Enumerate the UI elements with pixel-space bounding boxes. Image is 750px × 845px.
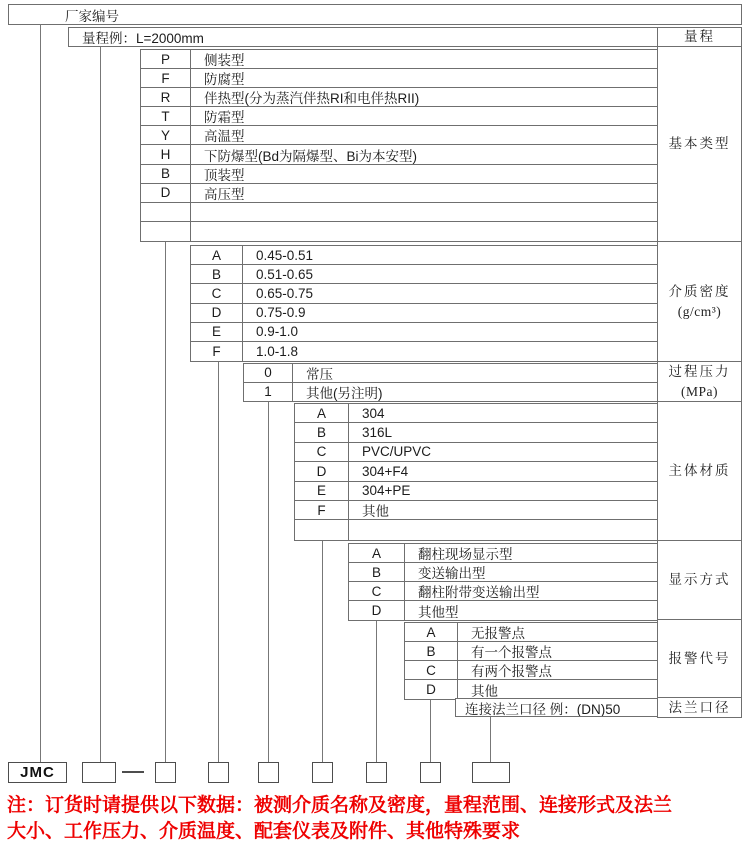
- desc-cell: 翻柱现场显示型: [418, 547, 513, 562]
- ordering-note-line1: 注：订货时请提供以下数据：被测介质名称及密度，量程范围、连接形式及法兰: [7, 795, 673, 816]
- pressure-table: [243, 363, 658, 402]
- code-cell: 0: [244, 364, 293, 382]
- table-row: [191, 284, 657, 303]
- desc-cell: 伴热型(分为蒸汽伴热RI和电伴热RII): [204, 91, 420, 107]
- table-row: [191, 342, 657, 361]
- connector-line: [376, 621, 377, 762]
- code-cell: D: [295, 462, 349, 480]
- table-row: [349, 563, 657, 582]
- side-label-alarm-code: 报警代号: [657, 619, 742, 698]
- ordering-note: [7, 793, 747, 845]
- code-cell: A: [405, 623, 458, 641]
- factory-number-label: 厂家编号: [65, 8, 119, 24]
- table-row: [295, 520, 657, 539]
- table-row: [349, 601, 657, 620]
- basic-type-table: [140, 49, 658, 242]
- desc-cell: 0.9-1.0: [256, 324, 299, 340]
- table-row: [141, 69, 657, 88]
- code-cell: A: [295, 404, 349, 422]
- desc-cell: 其他型: [418, 604, 459, 620]
- desc-cell: 翻柱附带变送输出型: [418, 585, 540, 600]
- code-cell: F: [141, 69, 191, 87]
- table-row: [405, 680, 657, 699]
- code-cell: H: [141, 145, 191, 163]
- side-label-display-mode: 显示方式: [657, 540, 742, 620]
- side-label-density-line1: 介质密度: [668, 283, 731, 299]
- table-row: [349, 544, 657, 563]
- display-mode-table: [348, 543, 658, 621]
- desc-cell: 304: [362, 405, 385, 421]
- table-row: [141, 184, 657, 203]
- code-cell: P: [141, 50, 191, 68]
- table-row: [295, 404, 657, 423]
- table-row: [191, 323, 657, 342]
- desc-cell: 有两个报警点: [471, 664, 552, 679]
- flange-size-row: [455, 698, 658, 717]
- table-row: [295, 443, 657, 462]
- desc-cell: 其他(另注明): [306, 385, 383, 401]
- code-cell: C: [191, 284, 243, 302]
- table-row: [295, 482, 657, 501]
- table-row: [191, 304, 657, 323]
- code-cell: T: [141, 107, 191, 125]
- code-box-pressure: [258, 762, 279, 783]
- side-label-density-line2: (g/cm³): [677, 303, 722, 319]
- table-row: [405, 623, 657, 642]
- flange-size-text: 连接法兰口径 例：(DN)50: [465, 701, 621, 716]
- code-cell: B: [349, 563, 405, 581]
- table-row: [141, 126, 657, 145]
- code-cell: [295, 520, 349, 539]
- desc-cell: 常压: [306, 366, 333, 382]
- dash-separator: [122, 771, 144, 773]
- table-row: [295, 501, 657, 520]
- table-row: [141, 145, 657, 164]
- desc-cell: 0.51-0.65: [256, 266, 314, 282]
- table-row: [295, 462, 657, 481]
- code-cell: 1: [244, 383, 293, 402]
- code-box-range: [82, 762, 116, 783]
- code-cell: [141, 203, 191, 221]
- code-cell: F: [191, 342, 243, 361]
- desc-cell: 侧装型: [204, 53, 245, 69]
- table-row: [141, 107, 657, 126]
- code-cell: B: [405, 642, 458, 660]
- desc-cell: 有一个报警点: [471, 645, 552, 660]
- ordering-note-line2: 大小、工作压力、介质温度、配套仪表及附件、其他特殊要求: [7, 821, 521, 842]
- density-table: [190, 245, 658, 362]
- connector-line: [430, 700, 431, 762]
- range-example-row: [68, 27, 658, 47]
- code-cell: A: [349, 544, 405, 562]
- side-label-range: 量程: [657, 27, 742, 47]
- connector-line: [268, 402, 269, 762]
- code-cell: C: [295, 443, 349, 461]
- code-cell: D: [405, 680, 458, 699]
- code-box-basic-type: [155, 762, 176, 783]
- connector-line: [40, 24, 41, 762]
- connector-line: [490, 717, 491, 762]
- table-row: [141, 50, 657, 69]
- range-example-label: 量程例：L=2000mm: [82, 31, 204, 46]
- code-cell: E: [191, 323, 243, 341]
- desc-cell: 1.0-1.8: [256, 344, 299, 360]
- desc-cell: 304+PE: [362, 483, 411, 499]
- connector-line: [218, 362, 219, 762]
- table-row: [349, 582, 657, 601]
- desc-cell: PVC/UPVC: [362, 444, 432, 460]
- code-cell: A: [191, 246, 243, 264]
- side-label-material: 主体材质: [657, 401, 742, 541]
- code-cell: [141, 222, 191, 241]
- connector-line: [322, 541, 323, 762]
- desc-cell: 下防爆型(Bd为隔爆型、Bi为本安型): [204, 148, 418, 164]
- desc-cell: [349, 520, 657, 539]
- side-label-pressure: [657, 361, 742, 402]
- side-label-pressure-line2: (MPa): [681, 383, 718, 399]
- table-row: [295, 423, 657, 442]
- table-row: [244, 383, 657, 402]
- code-cell: D: [141, 184, 191, 202]
- table-row: [191, 265, 657, 284]
- table-row: [405, 661, 657, 680]
- table-row: [141, 165, 657, 184]
- code-cell: C: [405, 661, 458, 679]
- code-cell: R: [141, 88, 191, 106]
- side-label-flange-size: 法兰口径: [657, 697, 742, 718]
- desc-cell: 无报警点: [471, 626, 525, 641]
- side-label-density: [657, 241, 742, 362]
- code-cell: E: [295, 482, 349, 500]
- code-cell: B: [141, 165, 191, 183]
- desc-cell: [191, 222, 657, 241]
- table-row: [141, 222, 657, 241]
- code-cell: Y: [141, 126, 191, 144]
- connector-line: [165, 242, 166, 762]
- connector-line: [100, 47, 101, 762]
- code-box-alarm: [420, 762, 441, 783]
- desc-cell: 变送输出型: [418, 566, 486, 581]
- table-row: [405, 642, 657, 661]
- desc-cell: 0.65-0.75: [256, 285, 314, 301]
- table-row: [141, 88, 657, 107]
- model-prefix-box: JMC: [8, 762, 67, 783]
- factory-number-row: [8, 4, 742, 25]
- desc-cell: 高温型: [204, 129, 245, 145]
- desc-cell: 0.45-0.51: [256, 247, 314, 263]
- desc-cell: 防霜型: [204, 110, 245, 126]
- code-cell: B: [295, 423, 349, 441]
- code-box-density: [208, 762, 229, 783]
- desc-cell: [191, 203, 657, 221]
- code-box-material: [312, 762, 333, 783]
- table-row: [141, 203, 657, 222]
- code-cell: B: [191, 265, 243, 283]
- desc-cell: 高压型: [204, 186, 245, 202]
- desc-cell: 防腐型: [204, 72, 245, 88]
- desc-cell: 其他: [471, 683, 498, 699]
- desc-cell: 其他: [362, 504, 389, 520]
- desc-cell: 304+F4: [362, 463, 409, 479]
- code-cell: D: [349, 601, 405, 620]
- side-label-pressure-line1: 过程压力: [668, 363, 731, 379]
- desc-cell: 316L: [362, 425, 393, 441]
- code-cell: F: [295, 501, 349, 519]
- code-cell: C: [349, 582, 405, 600]
- table-row: [191, 246, 657, 265]
- side-label-basic-type: 基本类型: [657, 46, 742, 242]
- code-box-flange: [472, 762, 510, 783]
- desc-cell: 0.75-0.9: [256, 305, 306, 321]
- code-box-display-mode: [366, 762, 387, 783]
- desc-cell: 顶装型: [204, 167, 245, 183]
- table-row: [244, 364, 657, 383]
- material-table: [294, 403, 658, 541]
- alarm-code-table: [404, 622, 658, 700]
- code-cell: D: [191, 304, 243, 322]
